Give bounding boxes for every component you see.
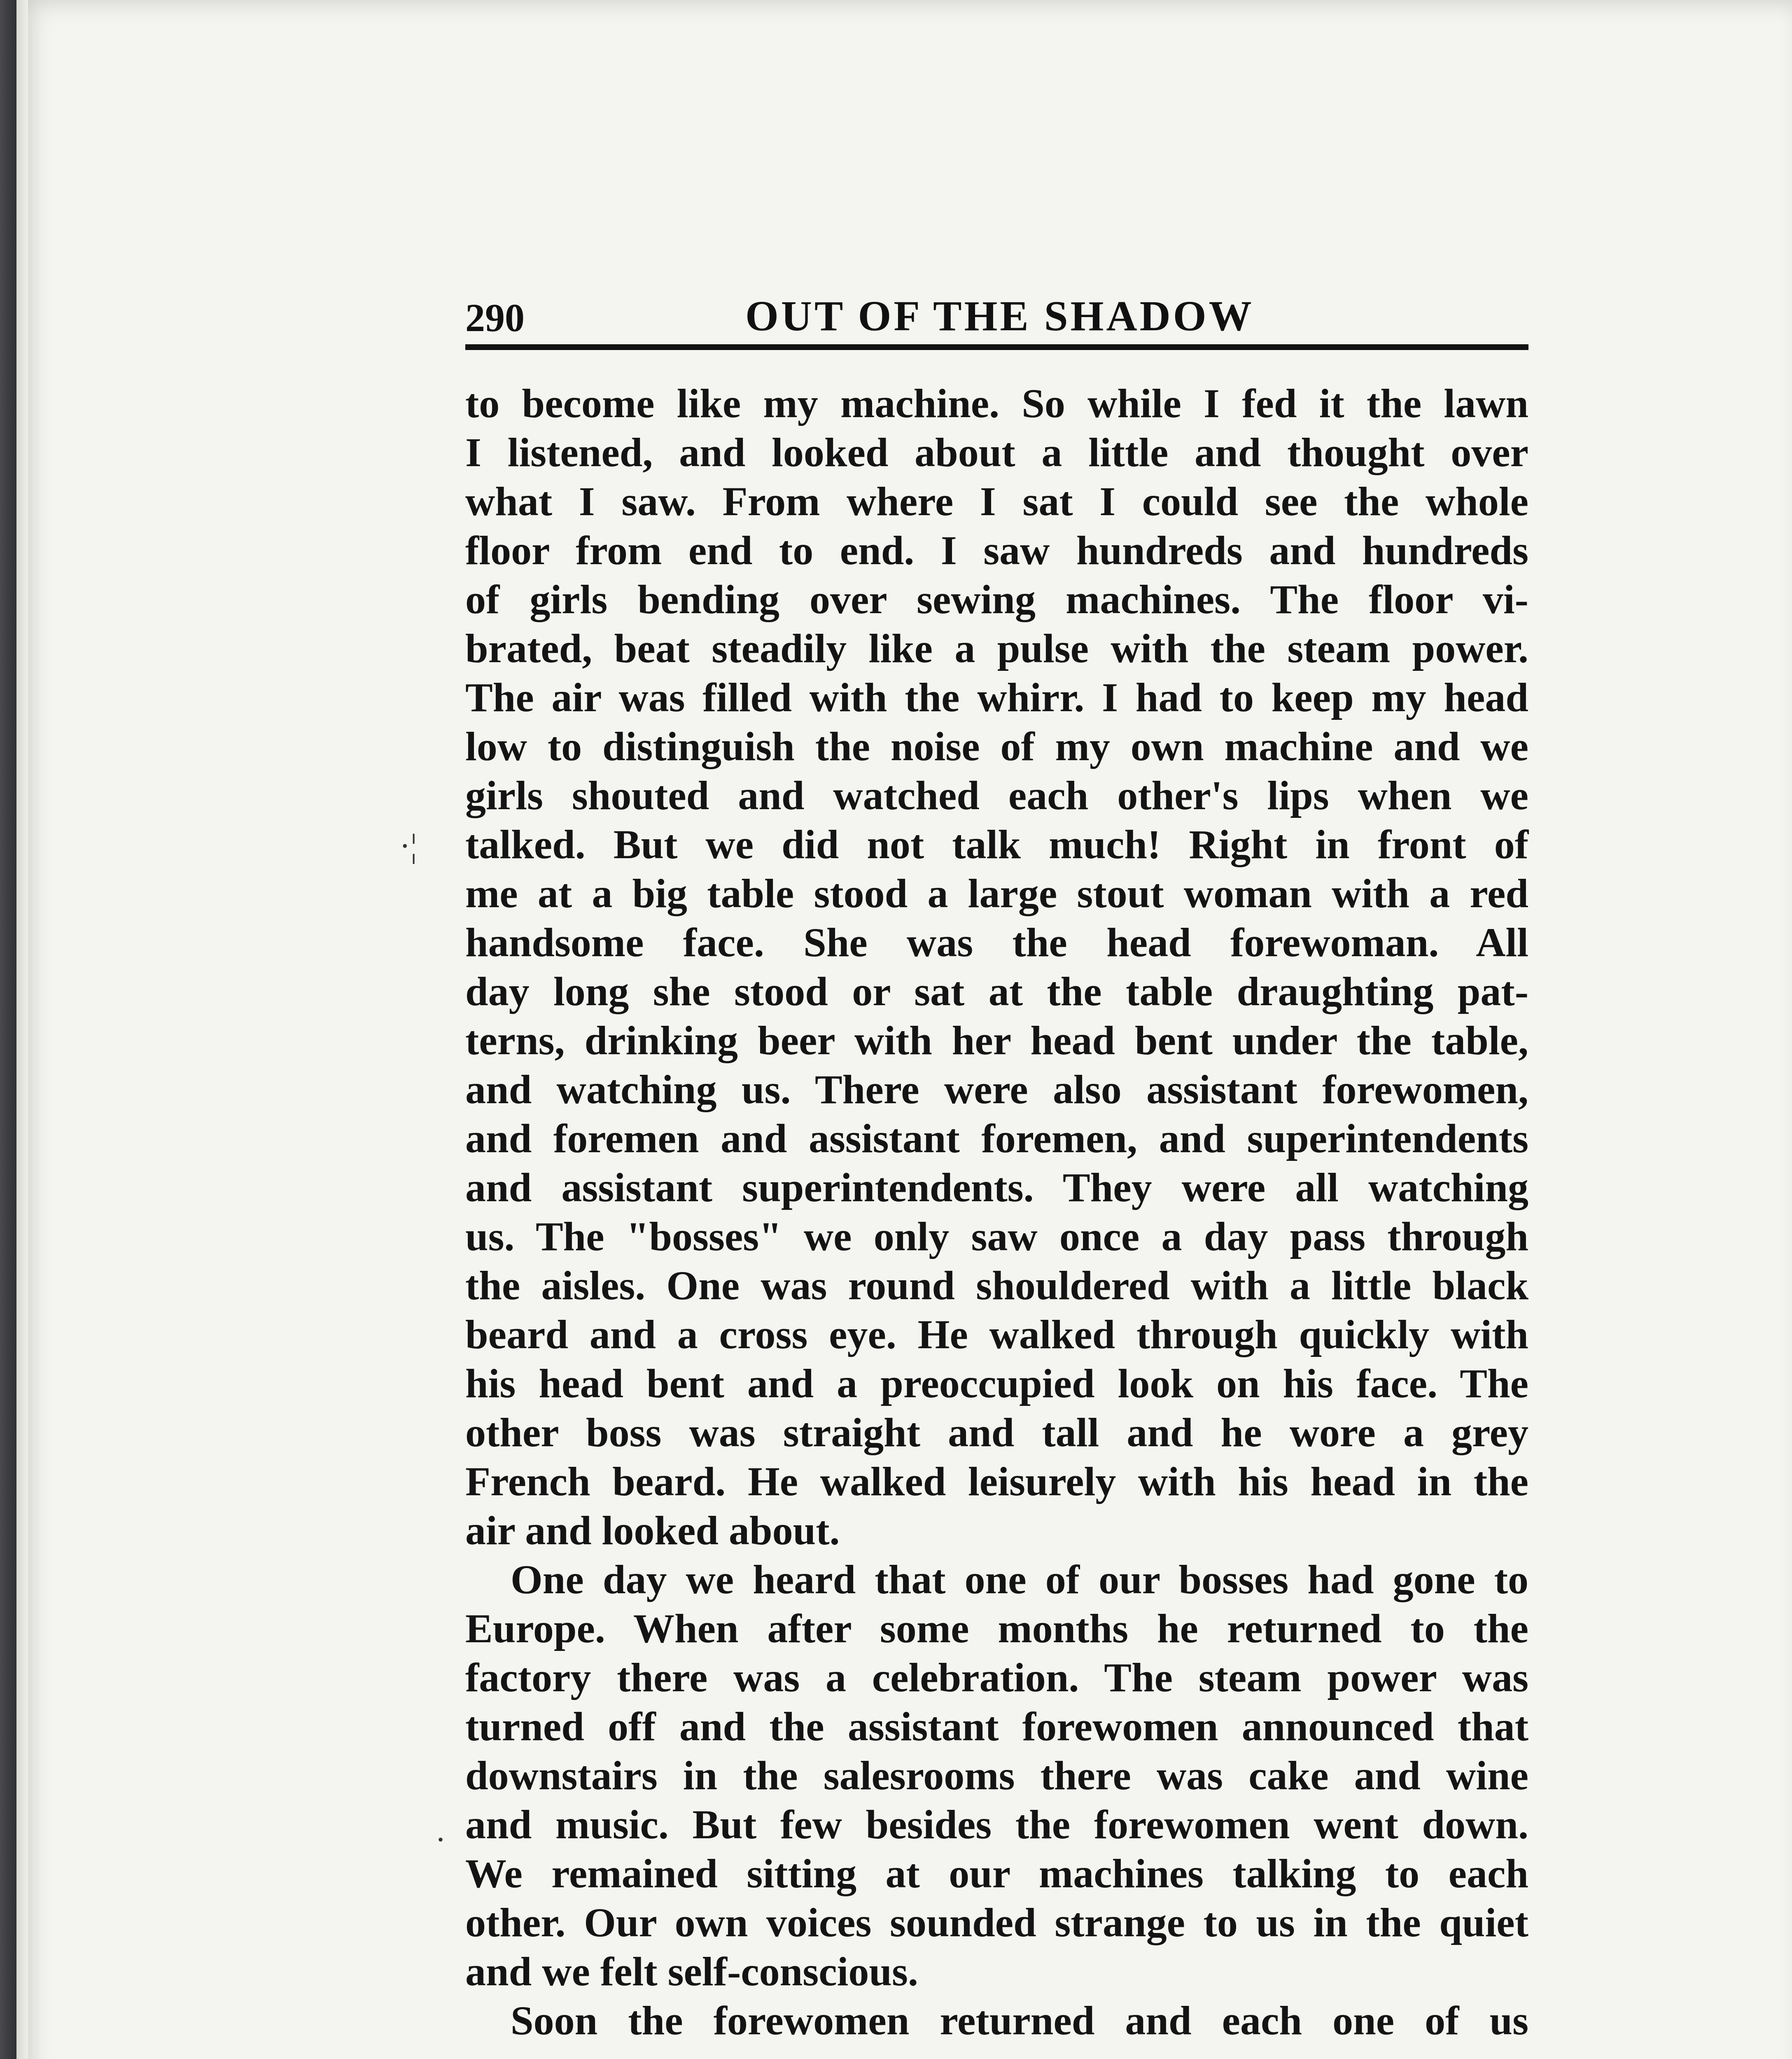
text-line: other boss was straight and tall and he wore a grey [465, 1410, 1528, 1455]
margin-dot: . [436, 1812, 445, 1849]
text-line: One day we heard that one of our bosses had gone to [511, 1557, 1528, 1602]
text-line: brated, beat steadily like a pulse with the steam power. [465, 626, 1528, 671]
text-line: French beard. He walked leisurely with his head in the [465, 1459, 1528, 1504]
text-line: other. Our own voices sounded strange to us in the quiet [465, 1900, 1528, 1945]
text-line: and watching us. There were also assistant forewomen, [465, 1067, 1528, 1112]
text-line: what I saw. From where I sat I could see the whole [465, 479, 1528, 524]
text-line: I listened, and looked about a little and thought over [465, 430, 1528, 475]
text-line: and assistant superintendents. They were all watching [465, 1165, 1528, 1210]
text-line: and we felt self-conscious. [465, 1949, 918, 1994]
text-line: and music. But few besides the forewomen went down. [465, 1802, 1528, 1847]
text-line: turned off and the assistant forewomen announced that [465, 1704, 1528, 1749]
text-line: Soon the forewomen returned and each one of us [511, 1998, 1528, 2043]
margin-mark: ·¦ [399, 828, 417, 864]
running-title: OUT OF THE SHADOW [745, 292, 1254, 340]
text-line: his head bent and a preoccupied look on his face. The [465, 1361, 1528, 1406]
text-line: factory there was a celebration. The steam power was [465, 1655, 1528, 1700]
text-line: Europe. When after some months he returned to the [465, 1606, 1528, 1651]
text-line: handsome face. She was the head forewoman. All [465, 920, 1528, 965]
header-rule [465, 344, 1528, 350]
text-line: talked. But we did not talk much! Right in front of [465, 822, 1528, 867]
text-line: to become like my machine. So while I fed it the lawn [465, 381, 1528, 426]
page-gutter-edge [16, 0, 28, 2059]
text-line: floor from end to end. I saw hundreds and hundreds [465, 528, 1528, 573]
text-line: beard and a cross eye. He walked through quickly with [465, 1312, 1528, 1357]
text-line: me at a big table stood a large stout woman with a red [465, 871, 1528, 916]
text-line: the aisles. One was round shouldered with a little black [465, 1263, 1528, 1308]
paragraph [465, 1996, 1528, 2045]
text-line: terns, drinking beer with her head bent under the table, [465, 1018, 1528, 1063]
text-line: girls shouted and watched each other's lips when we [465, 773, 1528, 818]
text-line: of girls bending over sewing machines. The floor vi- [465, 577, 1528, 622]
paragraph [465, 379, 1528, 1555]
page-number: 290 [465, 296, 525, 340]
text-line: downstairs in the salesrooms there was cake and wine [465, 1753, 1528, 1798]
paragraph [465, 1555, 1528, 1996]
text-line: air and looked about. [465, 1508, 840, 1553]
text-line: We remained sitting at our machines talking to each [465, 1851, 1528, 1896]
text-line: day long she stood or sat at the table draughting pat- [465, 969, 1528, 1014]
running-head [465, 288, 1528, 338]
text-line: and foremen and assistant foremen, and superintendents [465, 1116, 1528, 1161]
text-line: us. The "bosses" we only saw once a day pass through [465, 1214, 1528, 1259]
text-line: low to distinguish the noise of my own machine and we [465, 724, 1528, 769]
text-line: The air was filled with the whirr. I had to keep my head [465, 675, 1528, 720]
body-text [465, 379, 1528, 2045]
